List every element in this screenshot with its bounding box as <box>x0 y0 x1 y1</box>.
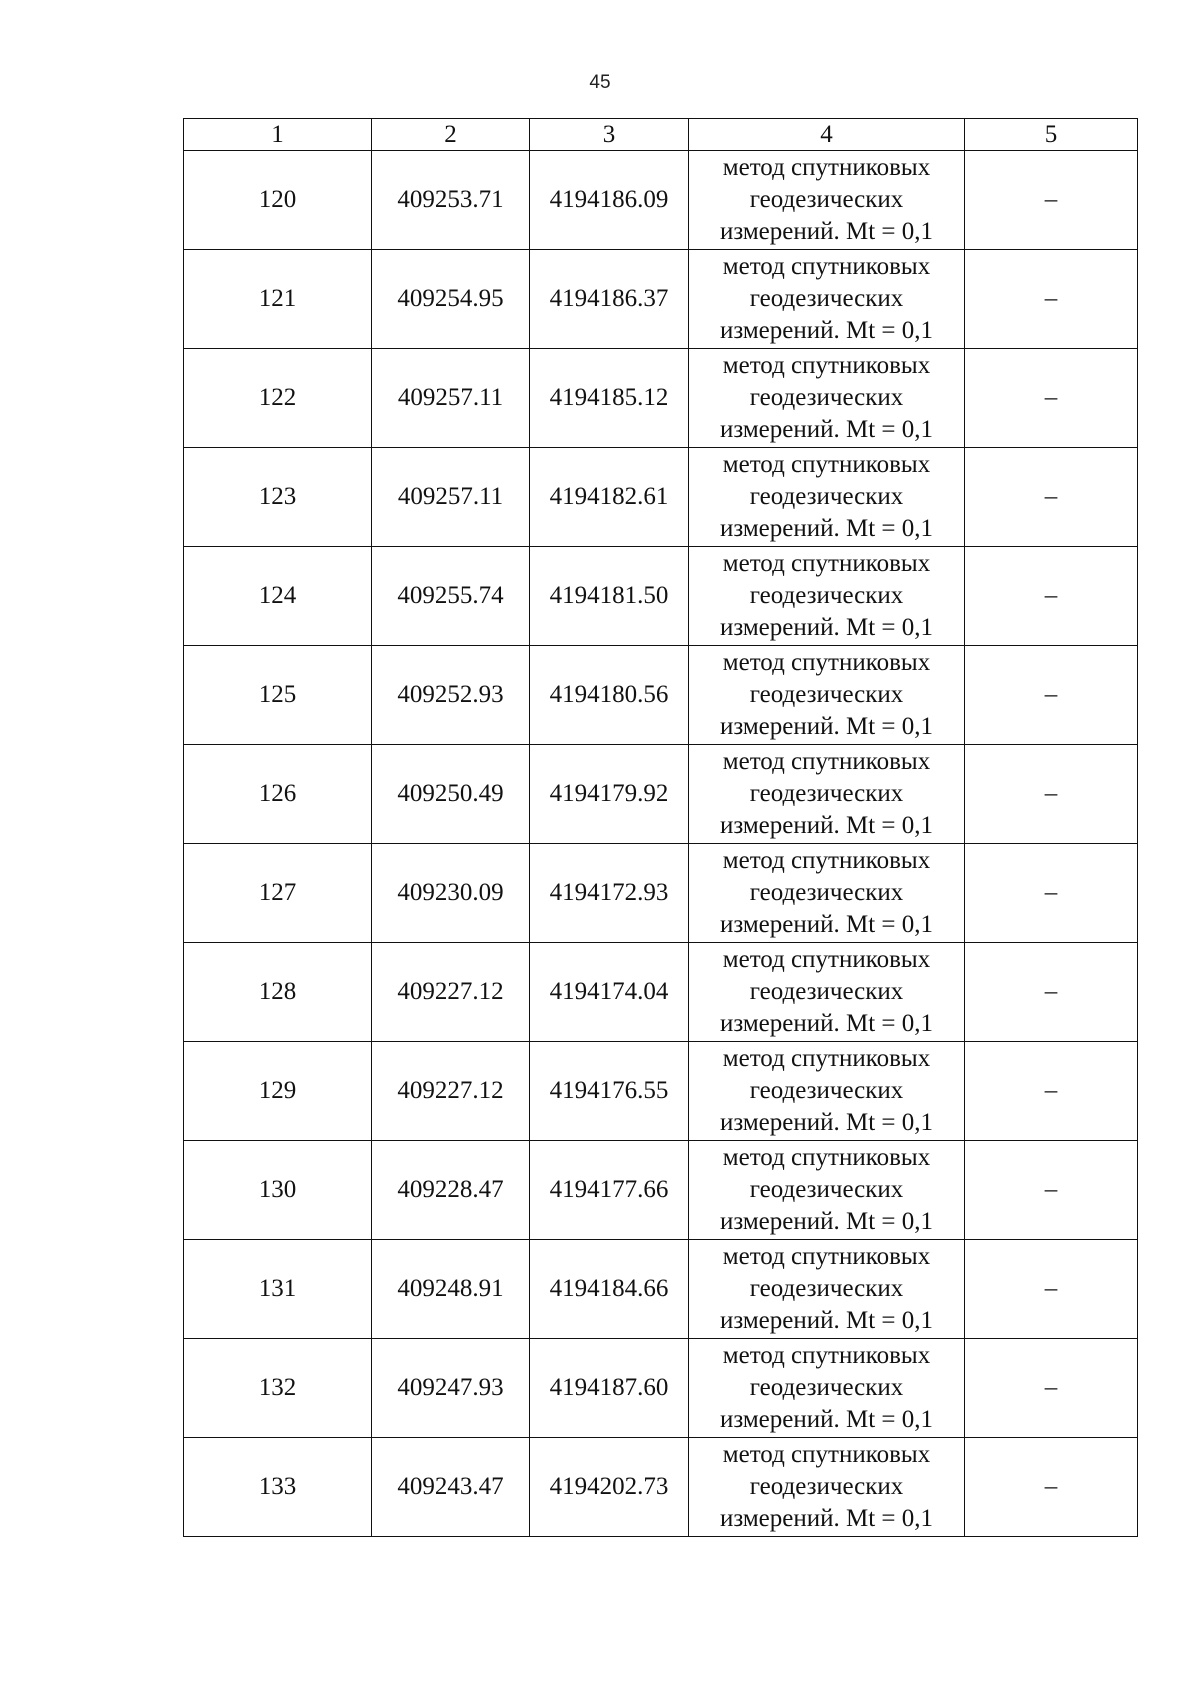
method-line: метод спутниковых <box>722 550 931 577</box>
table-row <box>184 745 1138 844</box>
method-line: измерений. Mt = 0,1 <box>719 1010 934 1037</box>
method-line: измерений. Mt = 0,1 <box>719 416 934 443</box>
table-row <box>184 250 1138 349</box>
column-header: 2 <box>372 119 530 151</box>
method-line: метод спутниковых <box>722 748 931 775</box>
x-coordinate-cell: 409257.11 <box>372 349 530 448</box>
point-number-cell: 123 <box>184 448 372 547</box>
method-line: метод спутниковых <box>722 352 931 379</box>
method-line: геодезических <box>749 879 904 906</box>
table-row <box>184 1339 1138 1438</box>
y-coordinate-cell: 4194186.09 <box>530 151 689 250</box>
method-cell <box>689 844 965 943</box>
method-cell <box>689 1438 965 1537</box>
x-coordinate-cell: 409253.71 <box>372 151 530 250</box>
y-coordinate-cell: 4194186.37 <box>530 250 689 349</box>
table-row <box>184 646 1138 745</box>
method-line: геодезических <box>749 780 904 807</box>
note-cell: – <box>965 448 1138 547</box>
table-row <box>184 1042 1138 1141</box>
x-coordinate-cell: 409243.47 <box>372 1438 530 1537</box>
method-line: метод спутниковых <box>722 253 931 280</box>
method-line: метод спутниковых <box>722 451 931 478</box>
table-row <box>184 1438 1138 1537</box>
method-line: геодезических <box>749 978 904 1005</box>
y-coordinate-cell: 4194174.04 <box>530 943 689 1042</box>
method-cell <box>689 1240 965 1339</box>
table-body <box>184 151 1138 1537</box>
method-line: измерений. Mt = 0,1 <box>719 1505 934 1532</box>
method-line: метод спутниковых <box>722 649 931 676</box>
method-line: геодезических <box>749 681 904 708</box>
table-header-row <box>184 119 1138 151</box>
method-line: метод спутниковых <box>722 847 931 874</box>
method-cell <box>689 646 965 745</box>
x-coordinate-cell: 409254.95 <box>372 250 530 349</box>
method-line: метод спутниковых <box>722 1441 931 1468</box>
table-row <box>184 1141 1138 1240</box>
note-cell: – <box>965 1339 1138 1438</box>
y-coordinate-cell: 4194181.50 <box>530 547 689 646</box>
table-row <box>184 943 1138 1042</box>
point-number-cell: 129 <box>184 1042 372 1141</box>
y-coordinate-cell: 4194176.55 <box>530 1042 689 1141</box>
point-number-cell: 131 <box>184 1240 372 1339</box>
method-line: геодезических <box>749 1176 904 1203</box>
method-line: метод спутниковых <box>722 946 931 973</box>
y-coordinate-cell: 4194179.92 <box>530 745 689 844</box>
method-cell <box>689 448 965 547</box>
method-line: геодезических <box>749 1374 904 1401</box>
x-coordinate-cell: 409227.12 <box>372 1042 530 1141</box>
note-cell: – <box>965 1438 1138 1537</box>
y-coordinate-cell: 4194184.66 <box>530 1240 689 1339</box>
y-coordinate-cell: 4194172.93 <box>530 844 689 943</box>
note-cell: – <box>965 151 1138 250</box>
point-number-cell: 121 <box>184 250 372 349</box>
method-cell <box>689 1339 965 1438</box>
y-coordinate-cell: 4194202.73 <box>530 1438 689 1537</box>
method-line: измерений. Mt = 0,1 <box>719 1109 934 1136</box>
x-coordinate-cell: 409227.12 <box>372 943 530 1042</box>
x-coordinate-cell: 409255.74 <box>372 547 530 646</box>
table-row <box>184 547 1138 646</box>
x-coordinate-cell: 409252.93 <box>372 646 530 745</box>
method-line: геодезических <box>749 1077 904 1104</box>
method-line: измерений. Mt = 0,1 <box>719 812 934 839</box>
x-coordinate-cell: 409247.93 <box>372 1339 530 1438</box>
method-line: метод спутниковых <box>722 1342 931 1369</box>
x-coordinate-cell: 409228.47 <box>372 1141 530 1240</box>
method-line: измерений. Mt = 0,1 <box>719 317 934 344</box>
method-cell <box>689 1141 965 1240</box>
method-cell <box>689 943 965 1042</box>
method-cell <box>689 151 965 250</box>
method-cell <box>689 547 965 646</box>
method-cell <box>689 250 965 349</box>
table-row <box>184 151 1138 250</box>
point-number-cell: 133 <box>184 1438 372 1537</box>
note-cell: – <box>965 349 1138 448</box>
method-line: измерений. Mt = 0,1 <box>719 1307 934 1334</box>
y-coordinate-cell: 4194187.60 <box>530 1339 689 1438</box>
method-line: измерений. Mt = 0,1 <box>719 911 934 938</box>
method-line: измерений. Mt = 0,1 <box>719 614 934 641</box>
table-row <box>184 349 1138 448</box>
column-header: 1 <box>184 119 372 151</box>
x-coordinate-cell: 409250.49 <box>372 745 530 844</box>
point-number-cell: 120 <box>184 151 372 250</box>
coordinates-table <box>183 118 1138 1537</box>
point-number-cell: 124 <box>184 547 372 646</box>
x-coordinate-cell: 409248.91 <box>372 1240 530 1339</box>
method-line: измерений. Mt = 0,1 <box>719 515 934 542</box>
method-line: метод спутниковых <box>722 1045 931 1072</box>
method-line: геодезических <box>749 582 904 609</box>
x-coordinate-cell: 409230.09 <box>372 844 530 943</box>
note-cell: – <box>965 547 1138 646</box>
method-line: геодезических <box>749 483 904 510</box>
note-cell: – <box>965 250 1138 349</box>
method-line: метод спутниковых <box>722 1144 931 1171</box>
y-coordinate-cell: 4194185.12 <box>530 349 689 448</box>
method-line: геодезических <box>749 1473 904 1500</box>
method-cell <box>689 349 965 448</box>
table-row <box>184 1240 1138 1339</box>
note-cell: – <box>965 1141 1138 1240</box>
x-coordinate-cell: 409257.11 <box>372 448 530 547</box>
table-row <box>184 844 1138 943</box>
point-number-cell: 130 <box>184 1141 372 1240</box>
method-line: измерений. Mt = 0,1 <box>719 1406 934 1433</box>
method-line: геодезических <box>749 186 904 213</box>
point-number-cell: 122 <box>184 349 372 448</box>
table-row <box>184 448 1138 547</box>
method-line: геодезических <box>749 1275 904 1302</box>
method-cell <box>689 1042 965 1141</box>
method-line: измерений. Mt = 0,1 <box>719 713 934 740</box>
method-line: геодезических <box>749 384 904 411</box>
note-cell: – <box>965 844 1138 943</box>
method-line: геодезических <box>749 285 904 312</box>
method-line: метод спутниковых <box>722 154 931 181</box>
method-line: измерений. Mt = 0,1 <box>719 218 934 245</box>
note-cell: – <box>965 1042 1138 1141</box>
note-cell: – <box>965 943 1138 1042</box>
column-header: 5 <box>965 119 1138 151</box>
column-header: 3 <box>530 119 689 151</box>
y-coordinate-cell: 4194182.61 <box>530 448 689 547</box>
point-number-cell: 128 <box>184 943 372 1042</box>
method-cell <box>689 745 965 844</box>
note-cell: – <box>965 745 1138 844</box>
page-number: 45 <box>589 72 611 93</box>
point-number-cell: 126 <box>184 745 372 844</box>
y-coordinate-cell: 4194177.66 <box>530 1141 689 1240</box>
note-cell: – <box>965 646 1138 745</box>
y-coordinate-cell: 4194180.56 <box>530 646 689 745</box>
point-number-cell: 132 <box>184 1339 372 1438</box>
point-number-cell: 127 <box>184 844 372 943</box>
note-cell: – <box>965 1240 1138 1339</box>
column-header: 4 <box>689 119 965 151</box>
method-line: измерений. Mt = 0,1 <box>719 1208 934 1235</box>
method-line: метод спутниковых <box>722 1243 931 1270</box>
point-number-cell: 125 <box>184 646 372 745</box>
